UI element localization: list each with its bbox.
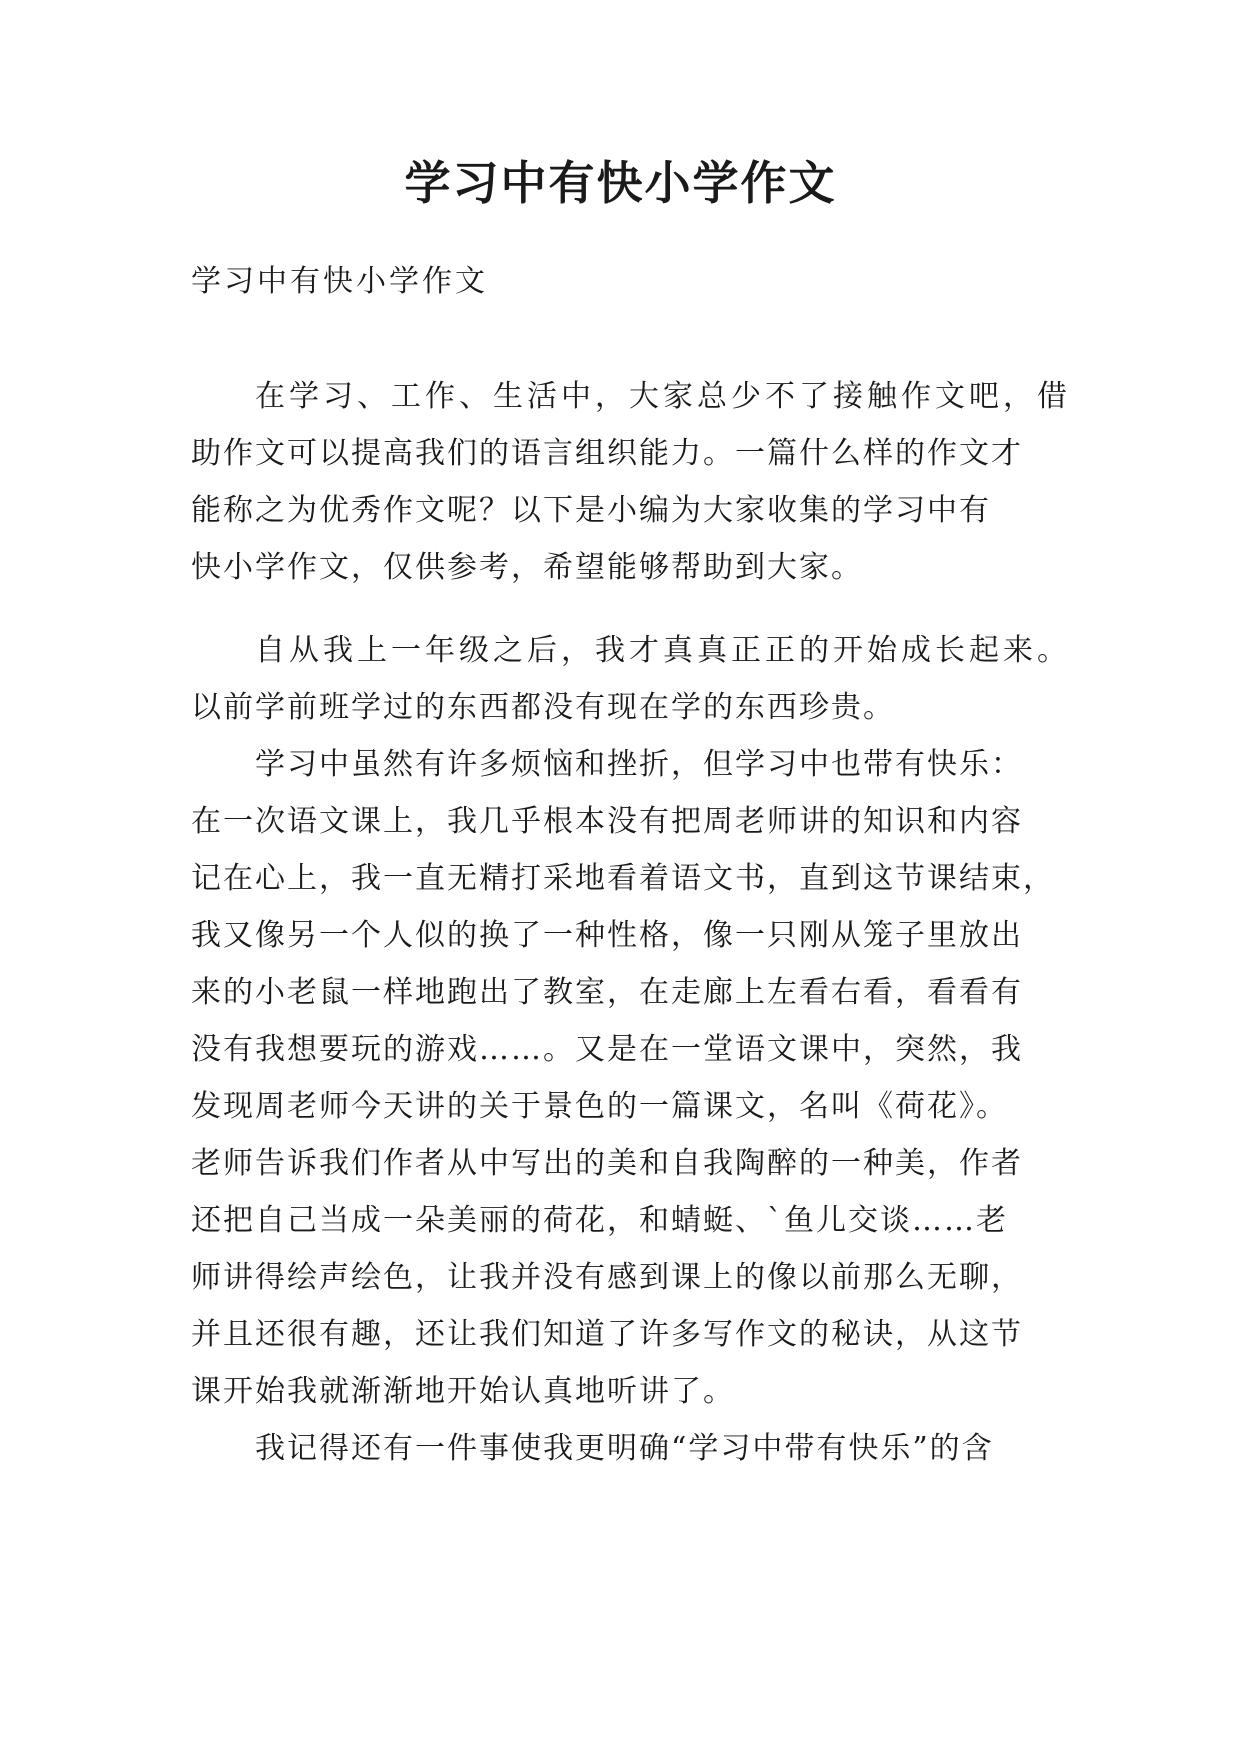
essay-line: 没有我想要玩的游戏……。又是在一堂语文课中，突然，我 xyxy=(191,1032,1023,1067)
essay-line: 在一次语文课上，我几乎根本没有把周老师讲的知识和内容 xyxy=(191,804,1023,839)
essay-line: 自从我上一年级之后，我才真真正正的开始成长起来。 xyxy=(255,633,1071,668)
document-title: 学习中有快小学作文 xyxy=(404,156,837,210)
essay-line: 师讲得绘声绘色，让我并没有感到课上的像以前那么无聊， xyxy=(191,1260,1023,1295)
essay-line: 记在心上，我一直无精打采地看着语文书，直到这节课结束， xyxy=(191,861,1055,896)
essay-line: 还把自己当成一朵美丽的荷花，和蜻蜓、`鱼儿交谈……老 xyxy=(191,1203,1008,1238)
intro-line: 快小学作文，仅供参考，希望能够帮助到大家。 xyxy=(191,550,863,585)
essay-line: 我又像另一个人似的换了一种性格，像一只刚从笼子里放出 xyxy=(191,918,1023,953)
essay-line: 学习中虽然有许多烦恼和挫折，但学习中也带有快乐： xyxy=(255,747,1023,782)
intro-line: 在学习、工作、生活中，大家总少不了接触作文吧，借 xyxy=(255,379,1071,414)
essay-line: 并且还很有趣，还让我们知道了许多写作文的秘诀，从这节 xyxy=(191,1317,1023,1352)
essay-line: 发现周老师今天讲的关于景色的一篇课文，名叫《荷花》。 xyxy=(191,1089,1008,1124)
essay-line: 以前学前班学过的东西都没有现在学的东西珍贵。 xyxy=(191,690,895,725)
essay-line: 课开始我就渐渐地开始认真地听讲了。 xyxy=(191,1374,735,1409)
essay-line: 来的小老鼠一样地跑出了教室，在走廊上左看右看，看看有 xyxy=(191,975,1023,1010)
intro-line: 能称之为优秀作文呢？以下是小编为大家收集的学习中有 xyxy=(191,493,991,528)
essay-line: 老师告诉我们作者从中写出的美和自我陶醉的一种美，作者 xyxy=(191,1146,1023,1181)
essay-body xyxy=(191,622,1071,1477)
intro-line: 助作文可以提高我们的语言组织能力。一篇什么样的作文才 xyxy=(191,436,1023,471)
essay-line: 我记得还有一件事使我更明确“学习中带有快乐”的含 xyxy=(255,1431,994,1466)
document-subtitle: 学习中有快小学作文 xyxy=(191,264,488,299)
intro-paragraph xyxy=(191,368,1071,596)
